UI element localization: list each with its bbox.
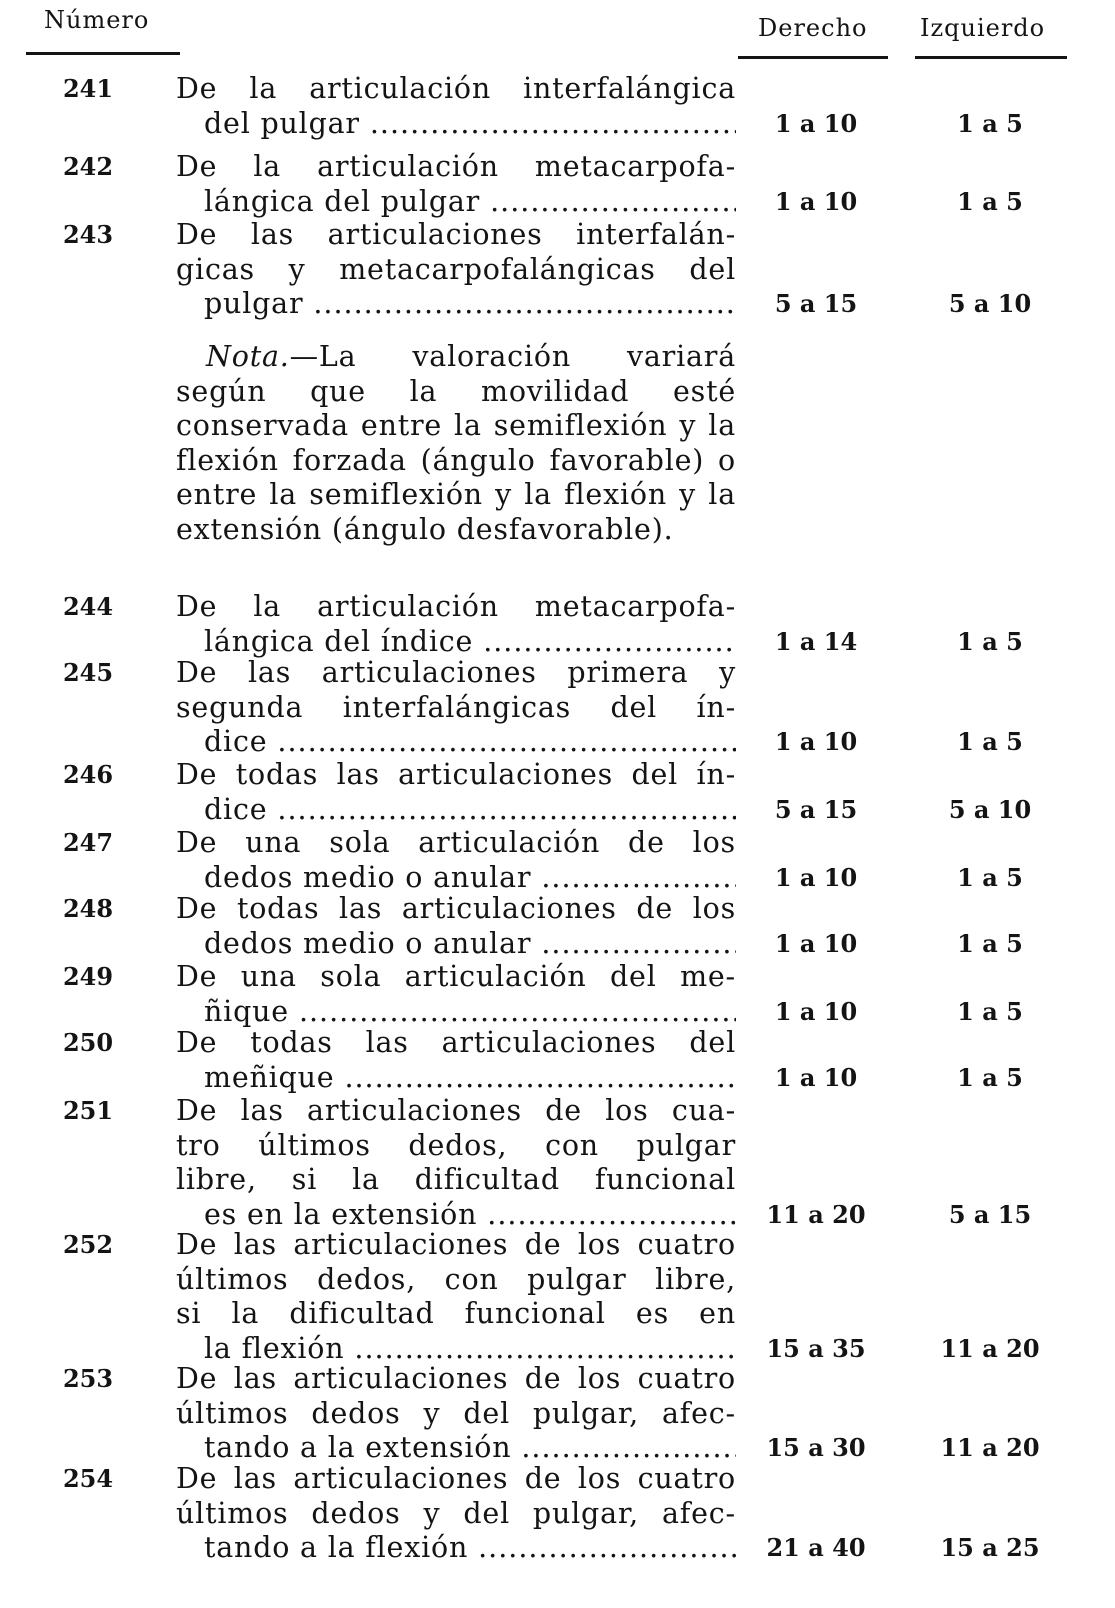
description-line: dedos medio o anular bbox=[204, 860, 532, 894]
entry-number: 248 bbox=[62, 894, 114, 923]
dot-leader bbox=[277, 793, 736, 828]
description-line: De la articulación interfalángica bbox=[176, 72, 736, 105]
entry-description bbox=[176, 218, 736, 322]
entry-description bbox=[176, 1026, 736, 1095]
description-last-line bbox=[204, 995, 736, 1030]
entry-number: 244 bbox=[62, 592, 114, 621]
value-izquierdo: 5 a 10 bbox=[948, 794, 1032, 824]
note-paragraph bbox=[176, 340, 736, 547]
description-line: libre, si la dificultad funcional bbox=[176, 1163, 736, 1196]
description-last-line bbox=[204, 725, 736, 760]
value-izquierdo: 1 a 5 bbox=[957, 996, 1023, 1026]
entry-number: 245 bbox=[62, 658, 114, 687]
entry-description bbox=[176, 826, 736, 895]
description-line: dice bbox=[204, 792, 268, 826]
description-line: meñique bbox=[204, 1060, 335, 1094]
description-line: pulgar bbox=[204, 287, 304, 320]
dot-leader bbox=[483, 625, 736, 660]
dot-leader bbox=[344, 1061, 736, 1096]
entry-description bbox=[176, 1094, 736, 1232]
description-line: De las articulaciones de los cuatro bbox=[176, 1228, 736, 1261]
entry-description bbox=[176, 960, 736, 1029]
description-line: De la articulación metacarpofa- bbox=[176, 150, 736, 183]
entry-number: 253 bbox=[62, 1364, 114, 1393]
header-rule-numero bbox=[26, 52, 180, 55]
value-derecho: 1 a 10 bbox=[774, 1062, 858, 1092]
value-izquierdo: 5 a 10 bbox=[948, 289, 1032, 318]
value-derecho: 1 a 10 bbox=[774, 928, 858, 958]
description-last-line bbox=[204, 793, 736, 828]
description-last-line bbox=[204, 185, 736, 220]
description-line: De las articulaciones interfalán- bbox=[176, 218, 736, 251]
dot-leader bbox=[354, 1332, 736, 1367]
entry-number: 247 bbox=[62, 828, 114, 857]
note-text: —La valoración variará según que la movilidad esté conservada entre la semiflexión y la flexión forzada (ángulo favorable) o entre la semiflexión y la flexión y la extensión (ángulo desfavorable). bbox=[176, 340, 736, 546]
value-derecho: 1 a 10 bbox=[774, 186, 858, 216]
description-last-line bbox=[204, 1061, 736, 1096]
description-last-line bbox=[204, 287, 736, 322]
entry-number: 251 bbox=[62, 1096, 114, 1125]
entry-number: 246 bbox=[62, 760, 114, 789]
dot-leader bbox=[487, 1198, 736, 1233]
description-line: lángica del pulgar bbox=[204, 184, 481, 218]
dot-leader bbox=[541, 927, 736, 962]
dot-leader bbox=[299, 995, 736, 1030]
value-derecho: 5 a 15 bbox=[774, 794, 858, 824]
dot-leader bbox=[541, 861, 736, 896]
value-derecho: 1 a 14 bbox=[774, 626, 858, 656]
entry-description bbox=[176, 758, 736, 827]
description-last-line bbox=[204, 107, 736, 142]
description-line: De una sola articulación del me- bbox=[176, 960, 736, 993]
value-derecho: 1 a 10 bbox=[774, 996, 858, 1026]
description-line: De todas las articulaciones del bbox=[176, 1026, 736, 1059]
dot-leader bbox=[490, 185, 736, 220]
value-izquierdo: 1 a 5 bbox=[957, 862, 1023, 892]
description-line: lángica del índice bbox=[204, 624, 474, 658]
description-line: segunda interfalángicas del ín- bbox=[176, 690, 736, 724]
value-izquierdo: 1 a 5 bbox=[957, 1062, 1023, 1092]
description-line: es en la extensión bbox=[204, 1197, 478, 1231]
description-line: tro últimos dedos, con pulgar bbox=[176, 1128, 736, 1162]
description-last-line bbox=[204, 1332, 736, 1367]
description-line: si la dificultad funcional es en bbox=[176, 1297, 736, 1330]
value-izquierdo: 5 a 15 bbox=[948, 1199, 1032, 1229]
description-line: De la articulación metacarpofa- bbox=[176, 590, 736, 623]
description-line: De todas las articulaciones del ín- bbox=[176, 758, 736, 791]
value-derecho: 15 a 35 bbox=[766, 1333, 866, 1363]
entry-description bbox=[176, 892, 736, 961]
value-derecho: 1 a 10 bbox=[774, 862, 858, 892]
entry-description bbox=[176, 1362, 736, 1466]
entry-number: 249 bbox=[62, 962, 114, 991]
note-label: Nota. bbox=[206, 340, 290, 373]
description-last-line bbox=[204, 1531, 736, 1566]
description-line: la flexión bbox=[204, 1331, 345, 1365]
dot-leader bbox=[521, 1431, 736, 1466]
entry-number: 242 bbox=[62, 152, 114, 181]
entry-description bbox=[176, 1228, 736, 1366]
entry-description bbox=[176, 590, 736, 659]
dot-leader bbox=[370, 107, 736, 142]
value-izquierdo: 1 a 5 bbox=[957, 108, 1023, 138]
description-line: últimos dedos y del pulgar, afec- bbox=[176, 1396, 736, 1430]
entry-number: 252 bbox=[62, 1230, 114, 1259]
description-line: dedos medio o anular bbox=[204, 926, 532, 960]
entry-number: 250 bbox=[62, 1028, 114, 1057]
entry-description bbox=[176, 72, 736, 141]
description-line: últimos dedos y del pulgar, afec- bbox=[176, 1496, 736, 1530]
entry-number: 243 bbox=[62, 220, 114, 249]
value-derecho: 21 a 40 bbox=[766, 1533, 866, 1562]
description-last-line bbox=[204, 625, 736, 660]
value-derecho: 15 a 30 bbox=[766, 1433, 866, 1462]
description-last-line bbox=[204, 1431, 736, 1466]
description-last-line bbox=[204, 861, 736, 896]
value-izquierdo: 1 a 5 bbox=[957, 186, 1023, 216]
value-izquierdo: 1 a 5 bbox=[957, 928, 1023, 958]
column-header-numero: Número bbox=[44, 6, 150, 34]
column-header-izquierdo: Izquierdo bbox=[920, 14, 1046, 42]
value-derecho: 1 a 10 bbox=[774, 727, 858, 756]
header-rule-derecho bbox=[738, 56, 888, 59]
dot-leader bbox=[478, 1531, 736, 1566]
dot-leader bbox=[277, 725, 736, 760]
description-line: ñique bbox=[204, 994, 289, 1028]
value-izquierdo: 15 a 25 bbox=[940, 1533, 1040, 1562]
entry-description bbox=[176, 656, 736, 760]
value-izquierdo: 11 a 20 bbox=[940, 1333, 1040, 1363]
description-line: De las articulaciones de los cua- bbox=[176, 1094, 736, 1127]
value-izquierdo: 1 a 5 bbox=[957, 727, 1023, 756]
description-line: tando a la flexión bbox=[204, 1531, 469, 1564]
description-line: últimos dedos, con pulgar libre, bbox=[176, 1262, 736, 1296]
value-derecho: 11 a 20 bbox=[766, 1199, 866, 1229]
value-izquierdo: 1 a 5 bbox=[957, 626, 1023, 656]
description-line: De las articulaciones de los cuatro bbox=[176, 1462, 736, 1495]
description-line: dice bbox=[204, 725, 268, 758]
entry-number: 241 bbox=[62, 74, 114, 103]
column-header-derecho: Derecho bbox=[758, 14, 868, 42]
description-line: De todas las articulaciones de los bbox=[176, 892, 736, 925]
entry-description bbox=[176, 1462, 736, 1566]
description-line: De las articulaciones primera y bbox=[176, 656, 736, 689]
description-last-line bbox=[204, 927, 736, 962]
dot-leader bbox=[313, 287, 736, 322]
value-derecho: 5 a 15 bbox=[774, 289, 858, 318]
entry-number: 254 bbox=[62, 1464, 114, 1493]
description-last-line bbox=[204, 1198, 736, 1233]
entry-description bbox=[176, 150, 736, 219]
description-line: De las articulaciones de los cuatro bbox=[176, 1362, 736, 1395]
description-line: De una sola articulación de los bbox=[176, 826, 736, 859]
value-izquierdo: 11 a 20 bbox=[940, 1433, 1040, 1462]
description-line: del pulgar bbox=[204, 106, 360, 140]
value-derecho: 1 a 10 bbox=[774, 108, 858, 138]
description-line: gicas y metacarpofalángicas del bbox=[176, 252, 736, 286]
header-rule-izquierdo bbox=[915, 56, 1067, 59]
description-line: tando a la extensión bbox=[204, 1431, 512, 1464]
